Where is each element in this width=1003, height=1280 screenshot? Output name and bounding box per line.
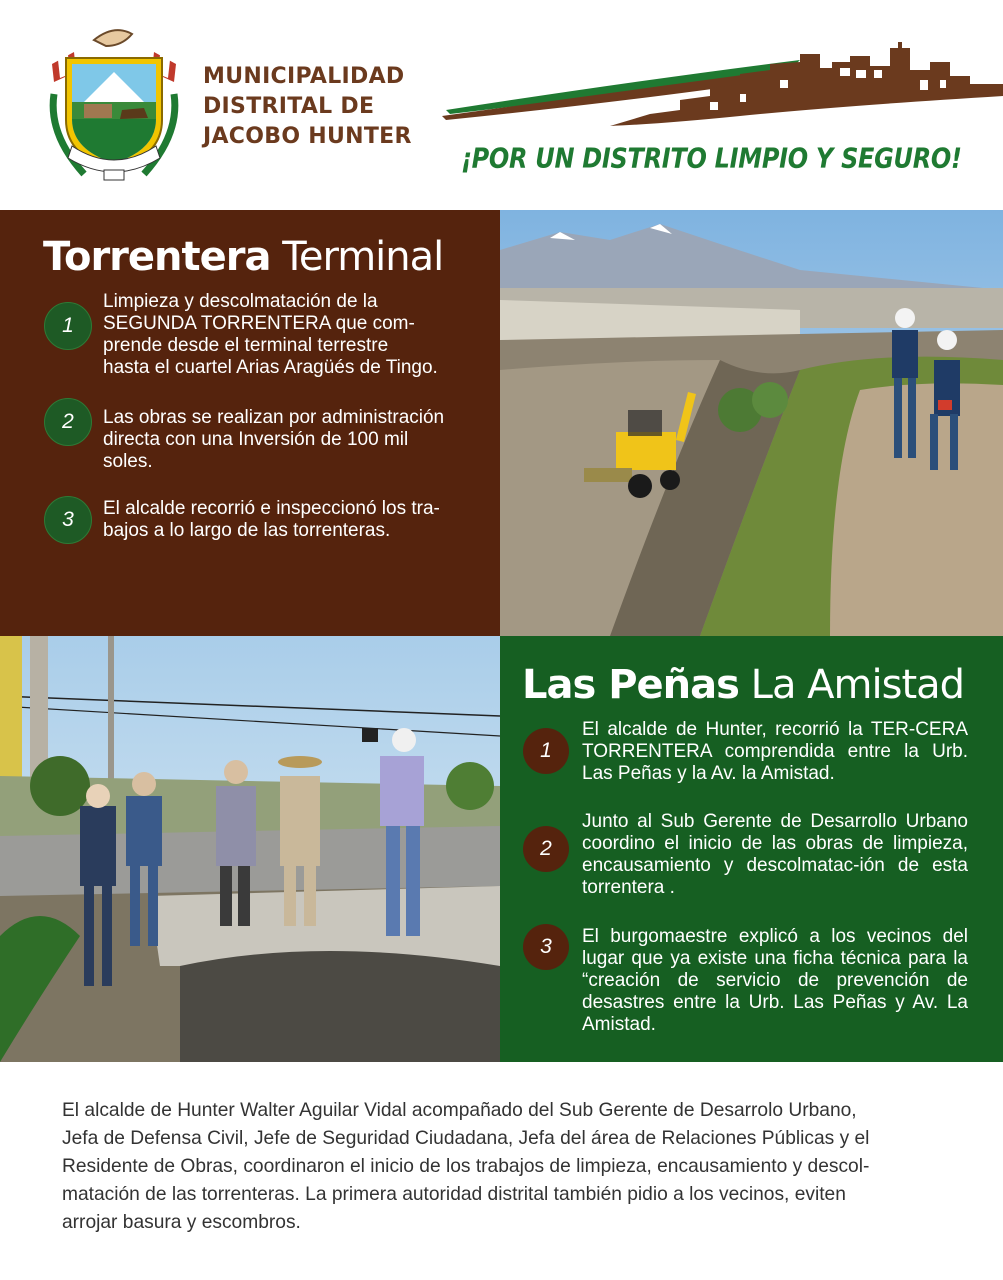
footer-paragraph — [62, 1097, 952, 1237]
text-line: El alcalde recorrió e inspeccionó los tra- — [103, 498, 440, 519]
text-line: directa con una Inversión de 100 mil — [103, 429, 409, 450]
footer-line: matación de las torrenteras. La primera autoridad distrital también pidio a los vecinos, eviten — [62, 1184, 846, 1205]
section1-title-light: Terminal — [282, 234, 444, 280]
text-line: bajos a lo largo de las torrenteras. — [103, 520, 391, 541]
text-line: soles. — [103, 451, 153, 472]
footer-line: Residente de Obras, coordinaron el inicio de los trabajos de limpieza, encausamiento y descol- — [62, 1156, 870, 1177]
section2-item-1-number: 1 — [523, 728, 569, 774]
photo-excavator-torrentera — [500, 210, 1003, 636]
slogan: ¡POR UN DISTRITO LIMPIO Y SEGURO! — [461, 142, 962, 175]
section1-item-3 — [103, 498, 488, 542]
photo-neighbors-image — [0, 636, 500, 1062]
section1-item-1 — [103, 291, 488, 379]
text-line: prende desde el terminal terrestre — [103, 335, 389, 356]
section2-item-2-number: 2 — [523, 826, 569, 872]
section2-item-3-number: 3 — [523, 924, 569, 970]
section2-title-light: La Amistad — [750, 662, 965, 708]
section1-item-2-number: 2 — [44, 398, 92, 446]
city-skyline-graphic — [440, 40, 1003, 140]
photo-neighbors-bridge — [0, 636, 500, 1062]
municipal-crest-logo — [44, 24, 184, 182]
section1-title — [43, 234, 443, 280]
municipality-name — [203, 62, 443, 152]
text-line: SEGUNDA TORRENTERA que com- — [103, 313, 415, 334]
section2-item-3: El burgomaestre explicó a los vecinos del lugar que ya existe una ficha técnica para la “creación de servicio de prevención de desastres entre la Urb. Las Peñas y Av. La Amistad. — [582, 926, 968, 1035]
photo-excavator-image — [500, 210, 1003, 636]
muni-line-3: JACOBO HUNTER — [203, 124, 412, 149]
section2-title-bold: Las Peñas — [522, 662, 739, 708]
section2-item-1: El alcalde de Hunter, recorrió la TER-CERA TORRENTERA comprendida entre la Urb. Las Peñas y la Av. la Amistad. — [582, 719, 968, 784]
header — [0, 0, 1003, 210]
section1-title-bold: Torrentera — [43, 234, 271, 280]
section1-item-1-number: 1 — [44, 302, 92, 350]
muni-line-2: DISTRITAL DE — [203, 94, 375, 119]
section1-item-3-number: 3 — [44, 496, 92, 544]
section2-item-2: Junto al Sub Gerente de Desarrollo Urbano coordino el inicio de las obras de limpieza, encausamiento y descolmatac-ión de esta torrentera . — [582, 811, 968, 898]
muni-line-1: MUNICIPALIDAD — [203, 64, 405, 89]
footer-line: El alcalde de Hunter Walter Aguilar Vidal acompañado del Sub Gerente de Desarrolo Urbano, — [62, 1100, 857, 1121]
footer-line: arrojar basura y escombros. — [62, 1212, 301, 1233]
section1-item-2 — [103, 407, 488, 473]
footer-line: Jefa de Defensa Civil, Jefe de Seguridad Ciudadana, Jefa del área de Relaciones Públicas y el — [62, 1128, 870, 1149]
text-line: Limpieza y descolmatación de la — [103, 291, 378, 312]
section2-title — [522, 662, 964, 708]
text-line: Las obras se realizan por administración — [103, 407, 445, 428]
text-line: hasta el cuartel Arias Aragüés de Tingo. — [103, 357, 438, 378]
